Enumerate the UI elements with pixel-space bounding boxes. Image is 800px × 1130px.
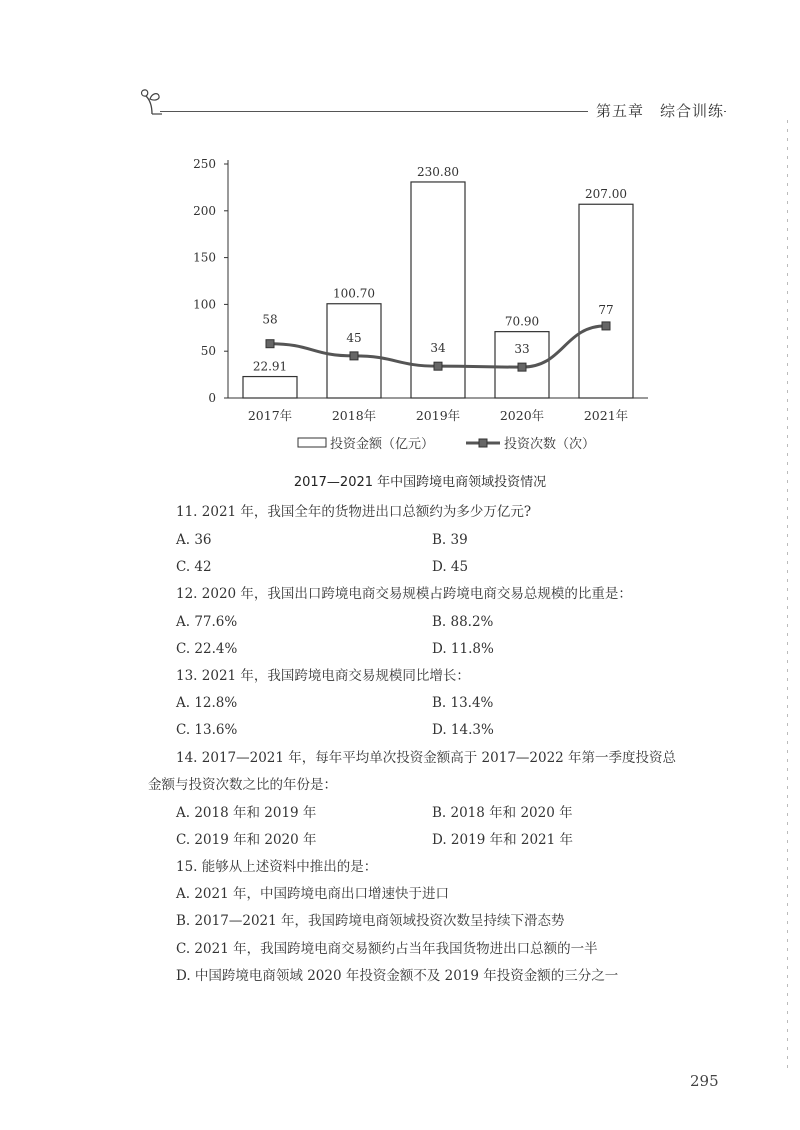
x-tick-label: 2021年 — [583, 408, 629, 423]
page-number: 295 — [690, 1072, 719, 1090]
chapter-title: 第五章 综合训练 — [588, 100, 724, 121]
page-header — [140, 88, 730, 128]
question-11-option-b[interactable]: B. 39 — [432, 532, 468, 548]
question-12-option-c[interactable]: C. 22.4% — [176, 641, 238, 657]
question-14-option-c[interactable]: C. 2019 年和 2020 年 — [176, 832, 317, 848]
question-14-option-b[interactable]: B. 2018 年和 2020 年 — [432, 805, 573, 821]
bar-2021年 — [579, 204, 633, 398]
question-14-stem: 14. 2017—2021 年，每年平均单次投资金额高于 2017—2022 年第一季度投资总 — [176, 750, 677, 766]
legend-bar-label: 投资金额（亿元） — [330, 437, 435, 452]
legend-bar-swatch — [298, 438, 326, 447]
x-tick-label: 2019年 — [415, 408, 461, 423]
bar-value-label: 100.70 — [333, 286, 375, 301]
x-tick-label: 2020年 — [499, 408, 545, 423]
question-14-option-d[interactable]: D. 2019 年和 2021 年 — [432, 832, 574, 848]
line-point-2018年 — [350, 352, 358, 360]
line-point-2017年 — [266, 340, 274, 348]
sprout-icon — [140, 88, 166, 118]
question-13-stem: 13. 2021 年，我国跨境电商交易规模同比增长： — [176, 668, 470, 684]
line-value-label: 45 — [346, 330, 362, 345]
y-tick-label: 50 — [200, 344, 216, 359]
question-15-option-b[interactable]: B. 2017—2021 年，我国跨境电商领域投资次数呈持续下滑态势 — [176, 913, 565, 929]
line-point-2019年 — [434, 362, 442, 370]
y-tick-label: 150 — [193, 250, 216, 265]
question-14-stem-continued: 金额与投资次数之比的年份是： — [148, 777, 337, 793]
legend-line-label: 投资次数（次） — [504, 437, 596, 452]
bar-2018年 — [327, 304, 381, 398]
bar-value-label: 207.00 — [585, 187, 627, 202]
question-13-option-c[interactable]: C. 13.6% — [176, 722, 238, 738]
question-12-option-d[interactable]: D. 11.8% — [432, 641, 494, 657]
bar-value-label: 22.91 — [252, 359, 288, 374]
line-value-label: 33 — [514, 342, 530, 357]
question-15-option-d[interactable]: D. 中国跨境电商领域 2020 年投资金额不及 2019 年投资金额的三分之一 — [176, 968, 619, 984]
question-13-option-d[interactable]: D. 14.3% — [432, 722, 494, 738]
question-13-option-a[interactable]: A. 12.8% — [176, 695, 238, 711]
question-11-option-c[interactable]: C. 42 — [176, 559, 212, 575]
question-15-stem: 15. 能够从上述资料中推出的是： — [176, 859, 378, 875]
line-value-label: 34 — [430, 341, 446, 356]
question-12-stem: 12. 2020 年，我国出口跨境电商交易规模占跨境电商交易总规模的比重是： — [176, 586, 632, 602]
question-14-option-a[interactable]: A. 2018 年和 2019 年 — [176, 805, 317, 821]
line-point-2020年 — [518, 363, 526, 371]
bar-2017年 — [243, 377, 297, 398]
y-tick-label: 250 — [193, 157, 216, 171]
line-point-2021年 — [602, 322, 610, 330]
question-12-option-b[interactable]: B. 88.2% — [432, 614, 494, 630]
question-11-option-a[interactable]: A. 36 — [176, 532, 212, 548]
question-12-option-a[interactable]: A. 77.6% — [176, 614, 238, 630]
line-value-label: 58 — [262, 312, 278, 327]
question-11-option-d[interactable]: D. 45 — [432, 559, 469, 575]
x-tick-label: 2017年 — [247, 408, 293, 423]
bar-value-label: 230.80 — [417, 164, 459, 179]
y-tick-label: 0 — [208, 391, 216, 405]
x-tick-label: 2018年 — [331, 408, 377, 423]
y-tick-label: 200 — [193, 203, 216, 218]
investment-chart — [170, 148, 670, 468]
question-15-option-a[interactable]: A. 2021 年，中国跨境电商出口增速快于进口 — [176, 886, 449, 902]
legend-line-marker — [479, 439, 487, 447]
y-tick-label: 100 — [193, 297, 216, 312]
question-13-option-b[interactable]: B. 13.4% — [432, 695, 494, 711]
chart-caption: 2017—2021 年中国跨境电商领域投资情况 — [293, 475, 547, 490]
question-15-option-c[interactable]: C. 2021 年，我国跨境电商交易额约占当年我国货物进出口总额的一半 — [176, 941, 598, 957]
page-edge-shadow — [787, 120, 788, 1070]
question-11-stem: 11. 2021 年，我国全年的货物进出口总额约为多少万亿元? — [176, 504, 532, 520]
line-value-label: 77 — [598, 302, 614, 317]
bar-value-label: 70.90 — [504, 314, 540, 329]
